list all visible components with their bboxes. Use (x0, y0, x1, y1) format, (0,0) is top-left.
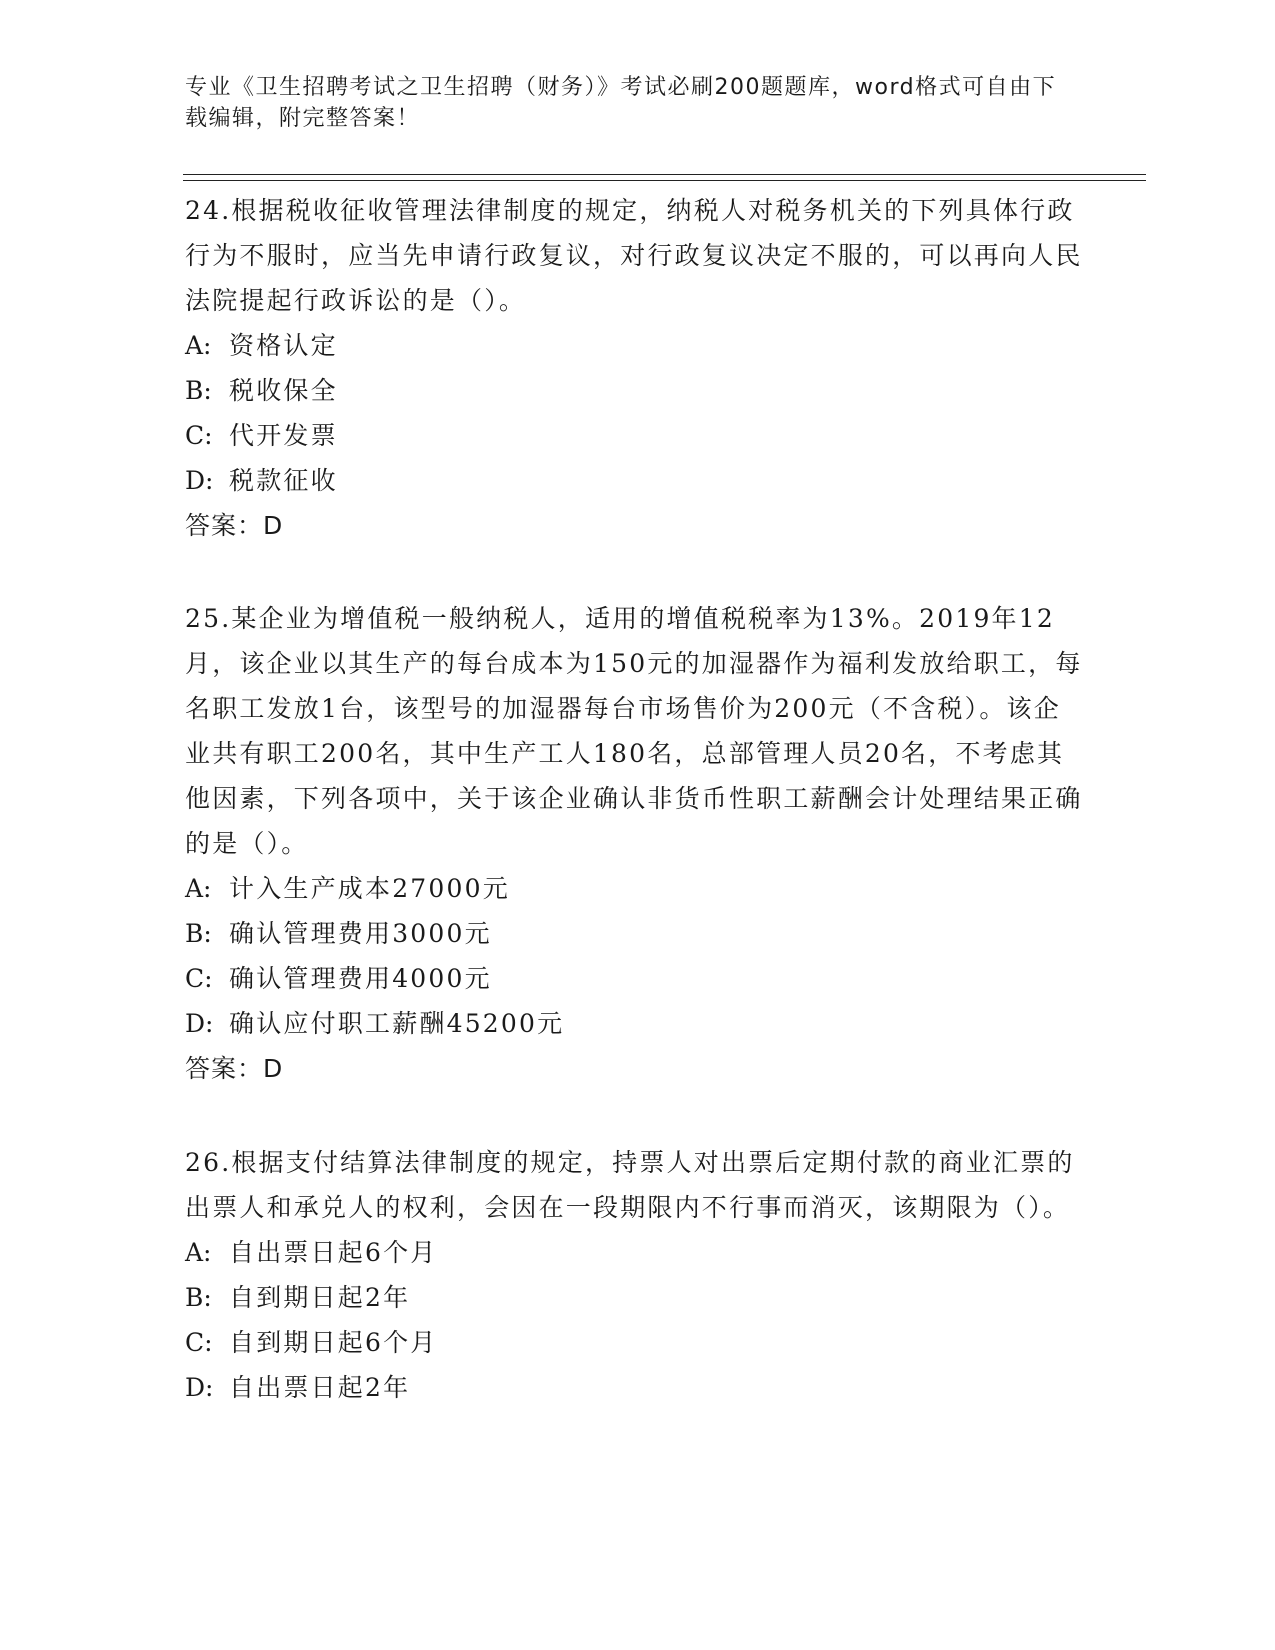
question-24 (185, 188, 1085, 548)
option-text: 确认管理费用3000元 (229, 919, 492, 948)
option-text: 税收保全 (229, 376, 338, 405)
option-label: C: (185, 421, 213, 450)
option-text: 代开发票 (229, 421, 338, 450)
option-label: B: (185, 919, 212, 948)
question-text: 24.根据税收征收管理法律制度的规定，纳税人对税务机关的下列具体行政行为不服时，应当先申请行政复议，对行政复议决定不服的，可以再向人民法院提起行政诉讼的是（）。 (185, 196, 1083, 315)
answer: 答案：D (185, 511, 284, 540)
option-text: 确认管理费用4000元 (229, 964, 492, 993)
question-text: 25.某企业为增值税一般纳税人，适用的增值税税率为13%。2019年12月，该企业以其生产的每台成本为150元的加湿器作为福利发放给职工，每名职工发放1台，该型号的加湿器每台市场售价为200元（不含税）。该企业共有职工200名，其中生产工人180名，总部管理人员20名，不考虑其他因素，下列各项中，关于该企业确认非货币性职工薪酬会计处理结果正确的是（）。 (185, 604, 1083, 858)
option-a (185, 1230, 1085, 1275)
option-label: D: (185, 466, 214, 495)
answer: 答案：D (185, 1054, 284, 1083)
option-text: 确认应付职工薪酬45200元 (229, 1009, 565, 1038)
option-label: A: (185, 874, 212, 903)
question-25 (185, 596, 1085, 1091)
option-c (185, 413, 1085, 458)
option-label: D: (185, 1009, 214, 1038)
option-b (185, 1275, 1085, 1320)
option-c (185, 1320, 1085, 1365)
option-text: 自到期日起2年 (229, 1283, 411, 1312)
question-text: 26.根据支付结算法律制度的规定，持票人对出票后定期付款的商业汇票的出票人和承兑人的权利，会因在一段期限内不行事而消灭，该期限为（）。 (185, 1148, 1075, 1222)
option-text: 资格认定 (229, 331, 338, 360)
document-header: 专业《卫生招聘考试之卫生招聘（财务）》考试必刷200题题库，word格式可自由下载编辑，附完整答案！ (185, 75, 1057, 131)
question-26 (185, 1140, 1085, 1410)
option-b (185, 368, 1085, 413)
option-text: 自出票日起2年 (229, 1373, 411, 1402)
option-label: B: (185, 1283, 212, 1312)
option-d (185, 458, 1085, 503)
header-divider-top (183, 174, 1146, 175)
option-label: D: (185, 1373, 214, 1402)
option-text: 自出票日起6个月 (229, 1238, 438, 1267)
header-divider-bottom (183, 180, 1146, 181)
option-d (185, 1001, 1085, 1046)
option-label: A: (185, 331, 212, 360)
option-label: C: (185, 1328, 213, 1357)
option-label: C: (185, 964, 213, 993)
option-c (185, 956, 1085, 1001)
option-a (185, 323, 1085, 368)
option-text: 计入生产成本27000元 (229, 874, 510, 903)
option-label: B: (185, 376, 212, 405)
option-a (185, 866, 1085, 911)
option-text: 税款征收 (229, 466, 338, 495)
option-d (185, 1365, 1085, 1410)
option-text: 自到期日起6个月 (229, 1328, 438, 1357)
option-b (185, 911, 1085, 956)
option-label: A: (185, 1238, 212, 1267)
